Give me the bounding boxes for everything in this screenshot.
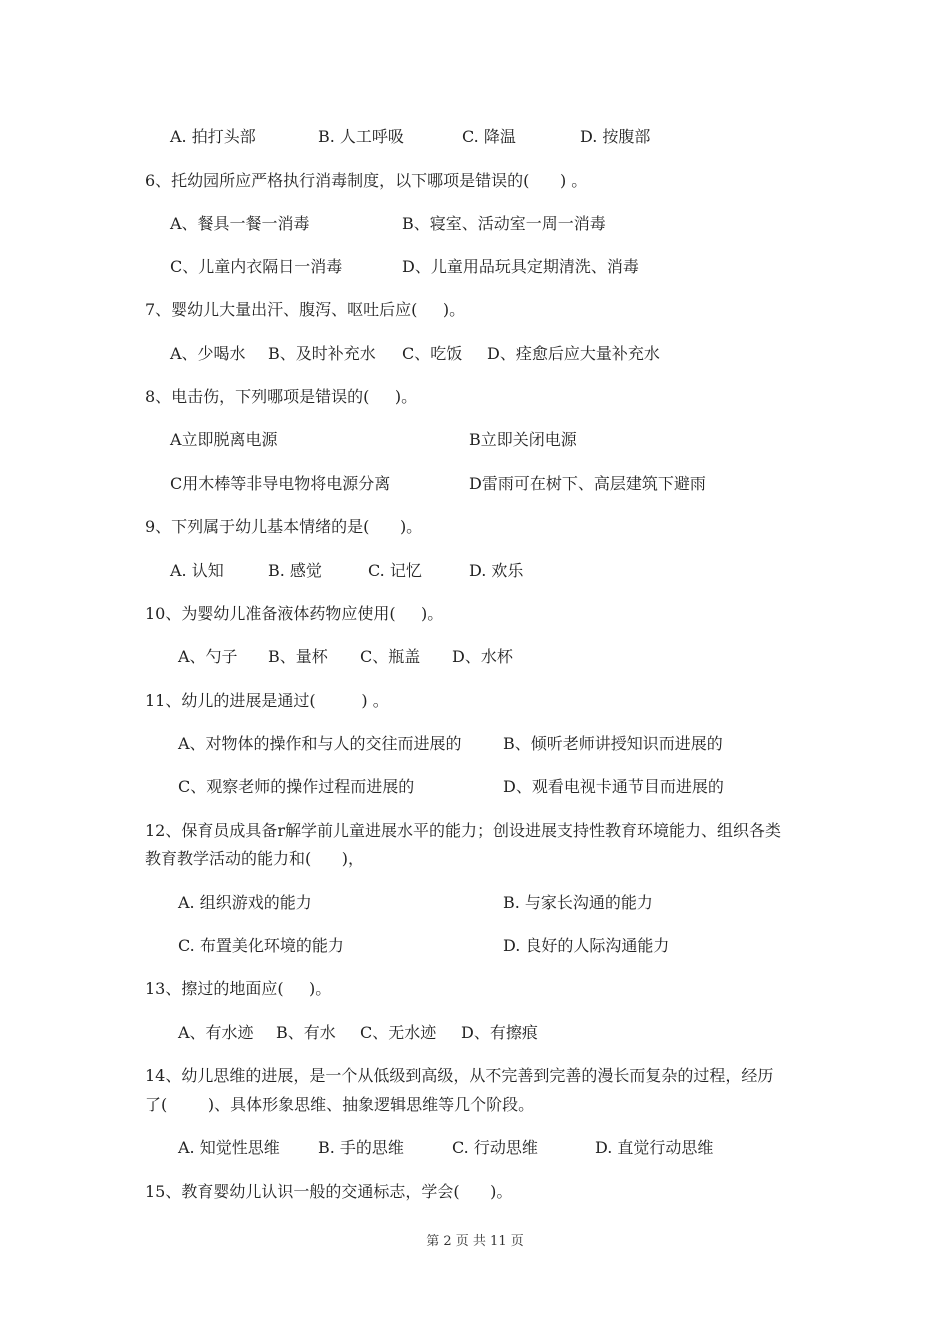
q14-option-d: D. 直觉行动思维 xyxy=(595,1138,714,1157)
q13-stem: 13、擦过的地面应( )。 xyxy=(145,979,332,998)
q11-option-c: C、观察老师的操作过程而进展的 xyxy=(178,777,415,796)
q9-option-c: C. 记忆 xyxy=(368,561,422,580)
q8-option-d: D雷雨可在树下、高层建筑下避雨 xyxy=(469,474,706,493)
q14-option-c: C. 行动思维 xyxy=(452,1138,538,1157)
q7-stem: 7、婴幼儿大量出汗、腹泻、呕吐后应( )。 xyxy=(145,300,466,319)
q10-option-c: C、瓶盖 xyxy=(360,647,421,666)
q8-stem: 8、电击伤，下列哪项是错误的( )。 xyxy=(145,387,418,406)
q7-option-c: C、吃饭 xyxy=(402,344,463,363)
q6-option-d: D、儿童用品玩具定期清洗、消毒 xyxy=(402,257,639,276)
page-number-footer: 第 2 页 共 11 页 xyxy=(426,1234,524,1249)
q5-option-d: D. 按腹部 xyxy=(580,127,651,146)
q6-option-c: C、儿童内衣隔日一消毒 xyxy=(170,257,343,276)
q9-option-a: A. 认知 xyxy=(170,561,224,580)
q5-option-b: B. 人工呼吸 xyxy=(318,127,404,146)
q12-option-d: D. 良好的人际沟通能力 xyxy=(503,936,670,955)
q12-option-a: A. 组织游戏的能力 xyxy=(178,893,312,912)
q9-option-d: D. 欢乐 xyxy=(469,561,524,580)
q7-option-a: A、少喝水 xyxy=(170,344,246,363)
q12-option-c: C. 布置美化环境的能力 xyxy=(178,936,344,955)
q12-stem-line2: 教育教学活动的能力和( )， xyxy=(145,849,365,868)
q5-option-a: A. 拍打头部 xyxy=(170,127,256,146)
q12-option-b: B. 与家长沟通的能力 xyxy=(503,893,653,912)
q6-stem: 6、托幼园所应严格执行消毒制度，以下哪项是错误的( ) 。 xyxy=(145,171,588,190)
q11-stem: 11、幼儿的进展是通过( ) 。 xyxy=(145,691,389,710)
q10-option-b: B、量杯 xyxy=(268,647,328,666)
q9-option-b: B. 感觉 xyxy=(268,561,322,580)
q13-option-d: D、有擦痕 xyxy=(461,1023,538,1042)
q13-option-c: C、无水迹 xyxy=(360,1023,437,1042)
q14-stem-line2: 了( )、具体形象思维、抽象逻辑思维等几个阶段。 xyxy=(145,1095,535,1114)
q13-option-a: A、有水迹 xyxy=(178,1023,254,1042)
q14-stem-line1: 14、幼儿思维的进展，是一个从低级到高级，从不完善到完善的漫长而复杂的过程，经历 xyxy=(145,1066,774,1085)
q10-option-d: D、水杯 xyxy=(452,647,513,666)
q11-option-a: A、对物体的操作和与人的交往而进展的 xyxy=(178,734,462,753)
q12-stem-line1: 12、保育员成具备r解学前儿童进展水平的能力；创设进展支持性教育环境能力、组织各类 xyxy=(145,821,782,840)
q11-option-b: B、倾听老师讲授知识而进展的 xyxy=(503,734,723,753)
q9-stem: 9、下列属于幼儿基本情绪的是( )。 xyxy=(145,517,423,536)
q6-option-b: B、寝室、活动室一周一消毒 xyxy=(402,214,606,233)
q13-option-b: B、有水 xyxy=(276,1023,336,1042)
q11-option-d: D、观看电视卡通节目而进展的 xyxy=(503,777,724,796)
q10-option-a: A、勺子 xyxy=(178,647,238,666)
q8-option-c: C用木棒等非导电物将电源分离 xyxy=(170,474,391,493)
q15-stem: 15、教育婴幼儿认识一般的交通标志，学会( )。 xyxy=(145,1182,513,1201)
q14-option-b: B. 手的思维 xyxy=(318,1138,404,1157)
q10-stem: 10、为婴幼儿准备液体药物应使用( )。 xyxy=(145,604,444,623)
q6-option-a: A、餐具一餐一消毒 xyxy=(170,214,310,233)
q5-option-c: C. 降温 xyxy=(462,127,516,146)
q7-option-b: B、及时补充水 xyxy=(268,344,376,363)
q8-option-b: B立即关闭电源 xyxy=(469,430,577,449)
q7-option-d: D、痊愈后应大量补充水 xyxy=(487,344,660,363)
q8-option-a: A立即脱离电源 xyxy=(170,430,278,449)
q14-option-a: A. 知觉性思维 xyxy=(178,1138,280,1157)
